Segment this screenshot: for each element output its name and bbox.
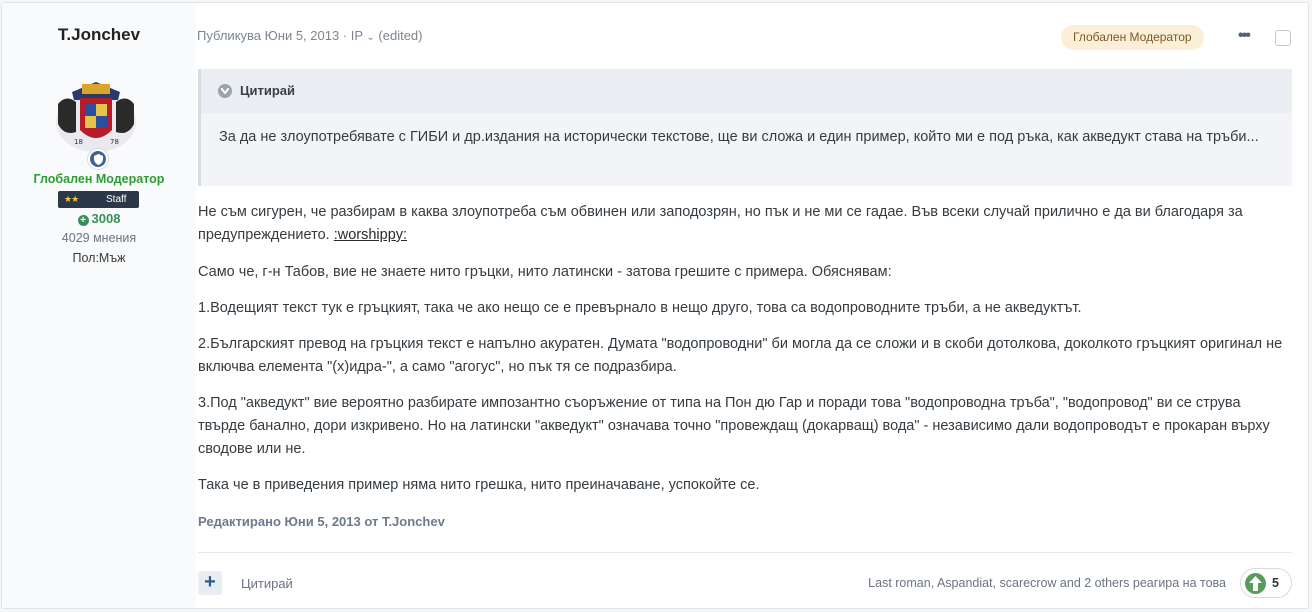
- rank-label: Staff: [106, 194, 127, 205]
- shield-icon: [88, 149, 108, 169]
- avatar[interactable]: [52, 74, 140, 154]
- paragraph: 3.Под "акведукт" вие вероятно разбирате импозантно съоръжение от типа на Пон дю Гар и поради това "водопроводна тръба", "водопровод" ви се струва твърде банално, дори изкривено. Но на латински "акведукт" означава точно "провеждащ (докарващ) вода" - независимо дали водопроводът е прокаран върху сводове или не.: [198, 395, 1270, 457]
- svg-text:18: 18: [74, 138, 83, 146]
- more-icon[interactable]: •••: [1238, 27, 1249, 44]
- paragraph: 2.Българският превод на гръцкия текст е напълно акуратен. Думата "водопроводни" би могла да се сложи и в скоби дотолкова, доколкото гръцкият оригинал не включва елемента "(х)идра-", а само "агогус", но пък тя се подразбира.: [198, 336, 1283, 375]
- author-name[interactable]: T.Jonchev: [57, 25, 141, 44]
- chevron-down-icon[interactable]: ⌄: [366, 32, 375, 43]
- author-group: Глобален Модератор: [33, 172, 165, 186]
- quote-header[interactable]: [201, 69, 1292, 113]
- quote-button[interactable]: Цитирай: [241, 576, 293, 591]
- paragraph: Така че в приведения пример няма нито грешка, нито преиначаване, успокойте се.: [198, 477, 760, 493]
- select-checkbox[interactable]: [1275, 30, 1291, 46]
- author-gender: Пол:Мъж: [72, 251, 126, 265]
- edited-label: (edited): [374, 28, 423, 43]
- plus-circle-icon: +: [78, 215, 89, 226]
- quote-block: [198, 69, 1292, 186]
- paragraph-text: Не съм сигурен, че разбирам в каква злоупотреба съм обвинен или заподозрян, но пък и не ми се гадае. Във всеки случай прилично е да ви благодаря за предупреждението.: [198, 204, 1243, 243]
- moderator-badge: Глобален Модератор: [1061, 25, 1204, 50]
- quote-title: Цитирай: [240, 83, 296, 98]
- emoji-link[interactable]: :worshippy:: [333, 227, 408, 243]
- reputation-value: 3008: [91, 211, 121, 226]
- chevron-down-icon[interactable]: [218, 84, 232, 98]
- divider: [198, 552, 1292, 553]
- post-meta: [197, 28, 423, 43]
- author-panel: [2, 3, 196, 608]
- reaction-count: 5: [1272, 576, 1279, 590]
- star-icon: ★★: [64, 194, 79, 204]
- svg-text:78: 78: [110, 138, 119, 146]
- forum-post: [1, 2, 1309, 609]
- post-date[interactable]: Публикува Юни 5, 2013 · IP: [197, 28, 367, 43]
- rank-badge: [58, 191, 139, 208]
- paragraph: 1.Водещият текст тук е гръцкият, така че ако нещо се е превърнало в нещо друго, това са водопроводните тръби, а не акведуктът.: [198, 300, 1082, 316]
- paragraph: [198, 201, 1288, 247]
- reputation: [2, 211, 196, 226]
- arrow-up-icon: [1245, 573, 1266, 594]
- reaction-button[interactable]: [1240, 568, 1292, 598]
- edited-note: Редактирано Юни 5, 2013 от T.Jonchev: [198, 514, 445, 529]
- reactions-summary[interactable]: Last roman, Aspandiat, scarecrow and 2 others реагира на това: [868, 576, 1226, 590]
- multiquote-button[interactable]: +: [198, 571, 222, 595]
- paragraph: Само че, г-н Табов, вие не знаете нито гръцки, нито латински - затова грешите с примера. Обяснявам:: [198, 264, 892, 280]
- post-content: [198, 201, 1288, 510]
- quote-text: За да не злоупотребявате с ГИБИ и др.издания на исторически текстове, ще ви сложа и един пример, който ми е под ръка, как акведукт става на тръби...: [219, 129, 1259, 145]
- posts-count: 4029 мнения: [61, 231, 137, 245]
